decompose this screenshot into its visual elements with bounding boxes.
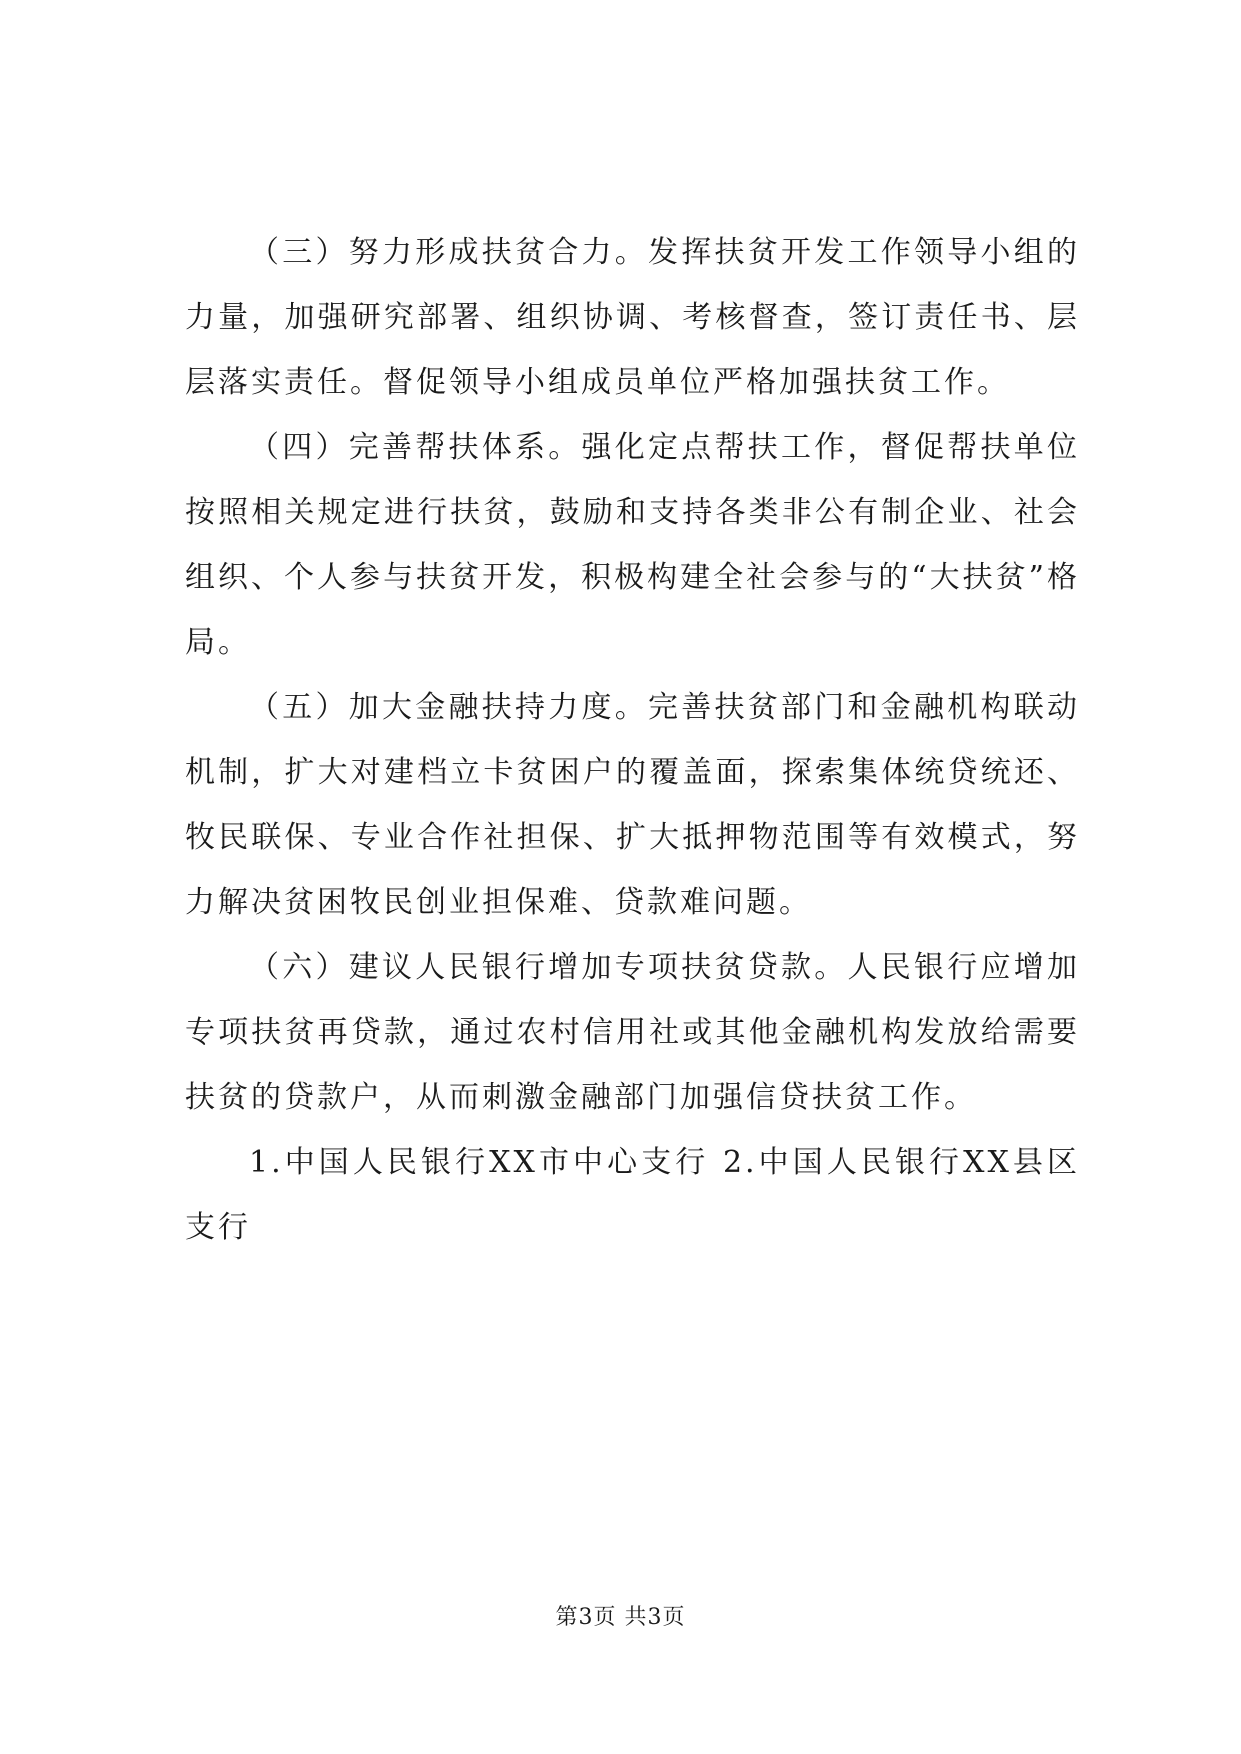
paragraph-special-loans: （六）建议人民银行增加专项扶贫贷款。人民银行应增加专项扶贫再贷款，通过农村信用社或其他金融机构发放给需要扶贫的贷款户，从而刺激金融部门加强信贷扶贫工作。 <box>185 950 1080 1115</box>
paragraph-assistance-system: （四）完善帮扶体系。强化定点帮扶工作，督促帮扶单位按照相关规定进行扶贫，鼓励和支持各类非公有制企业、社会组织、个人参与扶贫开发，积极构建全社会参与的“大扶贫”格局。 <box>185 430 1080 660</box>
document-body <box>185 220 1080 1260</box>
paragraph-financial-support: （五）加大金融扶持力度。完善扶贫部门和金融机构联动机制，扩大对建档立卡贫困户的覆盖面，探索集体统贷统还、牧民联保、专业合作社担保、扩大抵押物范围等有效模式，努力解决贫困牧民创业担保难、贷款难问题。 <box>185 690 1080 920</box>
paragraph-poverty-synergy: （三）努力形成扶贫合力。发挥扶贫开发工作领导小组的力量，加强研究部署、组织协调、考核督查，签订责任书、层层落实责任。督促领导小组成员单位严格加强扶贫工作。 <box>185 235 1080 400</box>
page-number-footer: 第3页 共3页 <box>555 1605 686 1630</box>
paragraph-bank-branches: 1.中国人民银行XX市中心支行 2.中国人民银行XX县区支行 <box>185 1145 1080 1245</box>
